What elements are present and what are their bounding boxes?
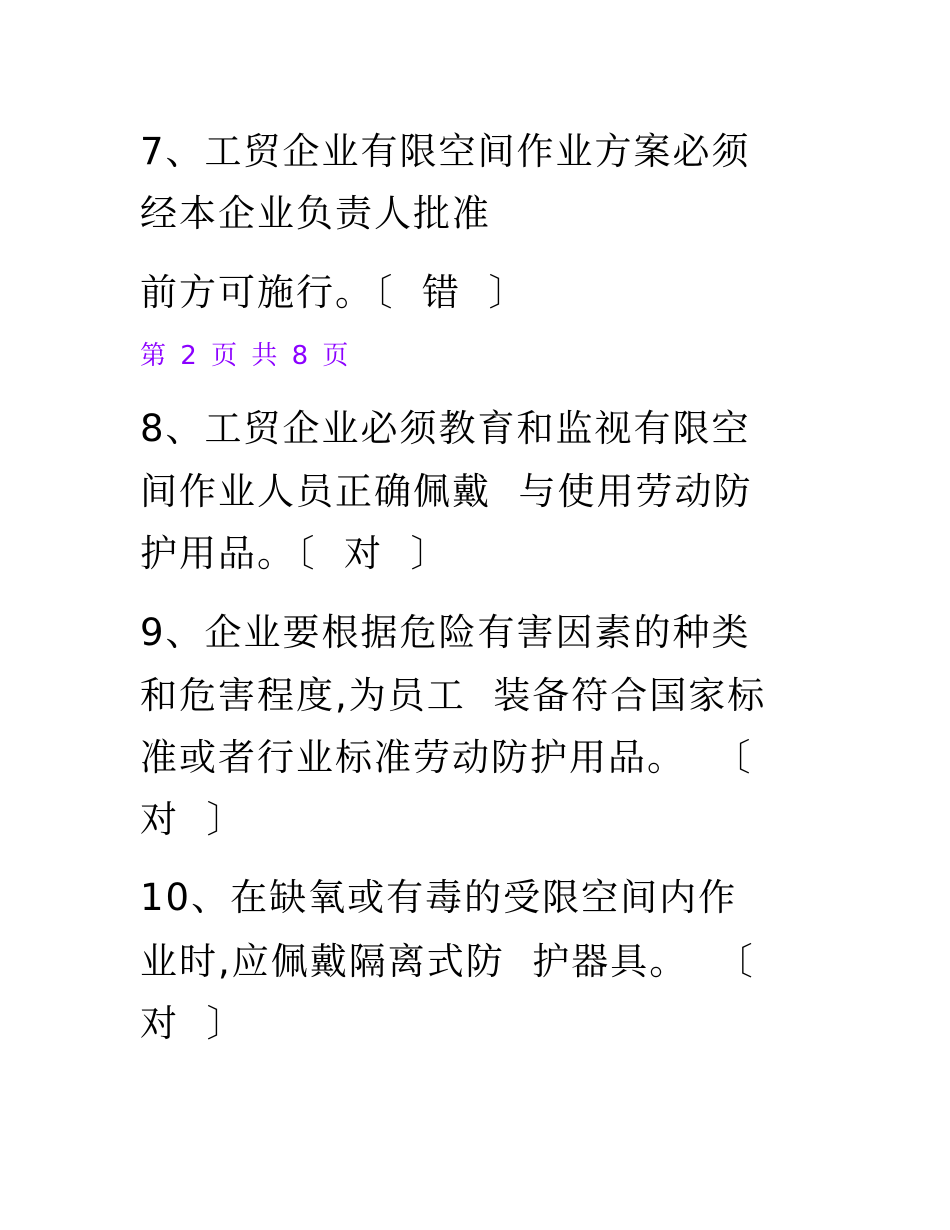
question-7-line-1: 7、工贸企业有限空间作业方案必须 — [140, 130, 751, 173]
question-7-line-2: 经本企业负责人批准 — [140, 192, 491, 235]
question-7-line-3: 前方可施行。〔 错 〕 — [140, 271, 528, 314]
question-10-line-2: 业时,应佩戴隔离式防 护器具。 〔 — [140, 940, 755, 983]
question-9-line-1: 9、企业要根据危险有害因素的种类 — [140, 611, 751, 654]
question-9-line-4: 对 〕 — [140, 798, 246, 841]
question-9-line-3: 准或者行业标准劳动防护用品。 〔 — [140, 736, 753, 779]
question-8-line-3: 护用品。〔 对 〕 — [140, 532, 450, 575]
question-9-line-2: 和危害程度,为员工 装备符合国家标 — [140, 674, 767, 717]
question-10-line-1: 10、在缺氧或有毒的受限空间内作 — [140, 876, 738, 919]
question-8-line-1: 8、工贸企业必须教育和监视有限空 — [140, 407, 751, 450]
page-number-footer: 第 2 页 共 8 页 — [140, 341, 352, 371]
question-8-line-2: 间作业人员正确佩戴 与使用劳动防 — [140, 470, 753, 513]
question-10-line-3: 对 〕 — [140, 1002, 246, 1045]
